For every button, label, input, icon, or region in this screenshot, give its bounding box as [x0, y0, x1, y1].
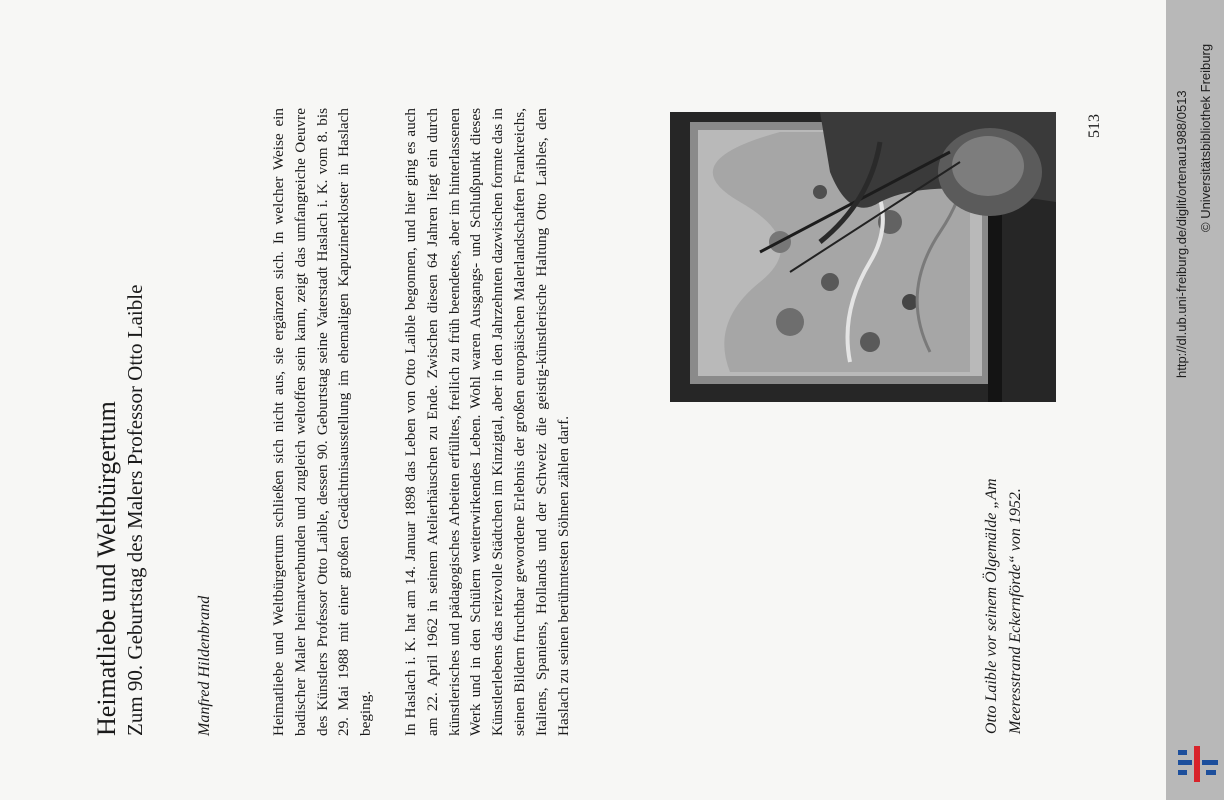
logo-block — [1202, 760, 1218, 765]
article-subtitle: Zum 90. Geburtstag des Malers Professor Otto Laible — [123, 284, 147, 736]
logo-block — [1206, 770, 1216, 775]
ub-freiburg-logo-icon — [1176, 744, 1220, 784]
body-paragraph: Heimatliebe und Weltbürgertum schließen sich nicht aus, sie ergänzen sich. In welcher Weise ein badischer Maler heimatverbunden und zugleich weltoffen sein kann, zeigt das umfangreiche Oeuvre des Künstlers Professor Otto Laible, dessen 90. Geburtstag seine Vaterstadt Haslach i. K. vom 8. bis 29. Mai 1988 mit einer großen Gedächtnisausstellung im ehemaligen Kapuzinerkloster in Haslach beging. — [270, 108, 375, 736]
painter-photo-illustration — [670, 112, 1056, 402]
page-number: 513 — [1086, 114, 1103, 138]
logo-block — [1178, 760, 1192, 765]
source-url-link[interactable]: http://dl.ub.uni-freiburg.de/diglit/ortenau1988/0513 — [1174, 90, 1189, 378]
copyright-notice: © Universitätsbibliothek Freiburg — [1198, 43, 1213, 232]
sidebar-text — [1172, 0, 1220, 800]
logo-graphic — [1176, 744, 1220, 784]
article-title: Heimatliebe und Weltbürgertum — [92, 401, 121, 736]
article-author: Manfred Hildenbrand — [196, 595, 213, 736]
logo-block — [1178, 770, 1187, 775]
photo-caption: Otto Laible vor seinem Ölgemälde „Am Meeresstrand Eckernförde“ von 1952. — [983, 478, 1024, 734]
logo-block — [1178, 750, 1187, 755]
logo-bar — [1194, 746, 1200, 782]
body-paragraph: In Haslach i. K. hat am 14. Januar 1898 das Leben von Otto Laible begonnen, und hier ging es auch am 22. April 1962 in seinem Atelierhäuschen zu Ende. Zwischen diesen 64 Jahren liegt ein durch künstlerisches und pädagogisches Arbeiten erfülltes, freilich zu früh beendetes, aber im hinterlassenen Werk und in den Schülern weiterwirkendes Leben. Wohl waren Ausgangs- und Schlußpunkt dieses Künstlerlebens das reizvolle Städtchen im Kinzigtal, aber in den Jahrzehnten dazwischen formte das in seinen Bildern fruchtbar gewordene Erlebnis der großen europäischen Malerlandschaften Frankreichs, Italiens, Spaniens, Hollands und der Schweiz die geistig-künstlerische Haltung Otto Laibles, den Haslach zu seinen berühmtesten Söhnen zählen darf. — [402, 108, 572, 736]
painter-photo — [670, 112, 1056, 402]
